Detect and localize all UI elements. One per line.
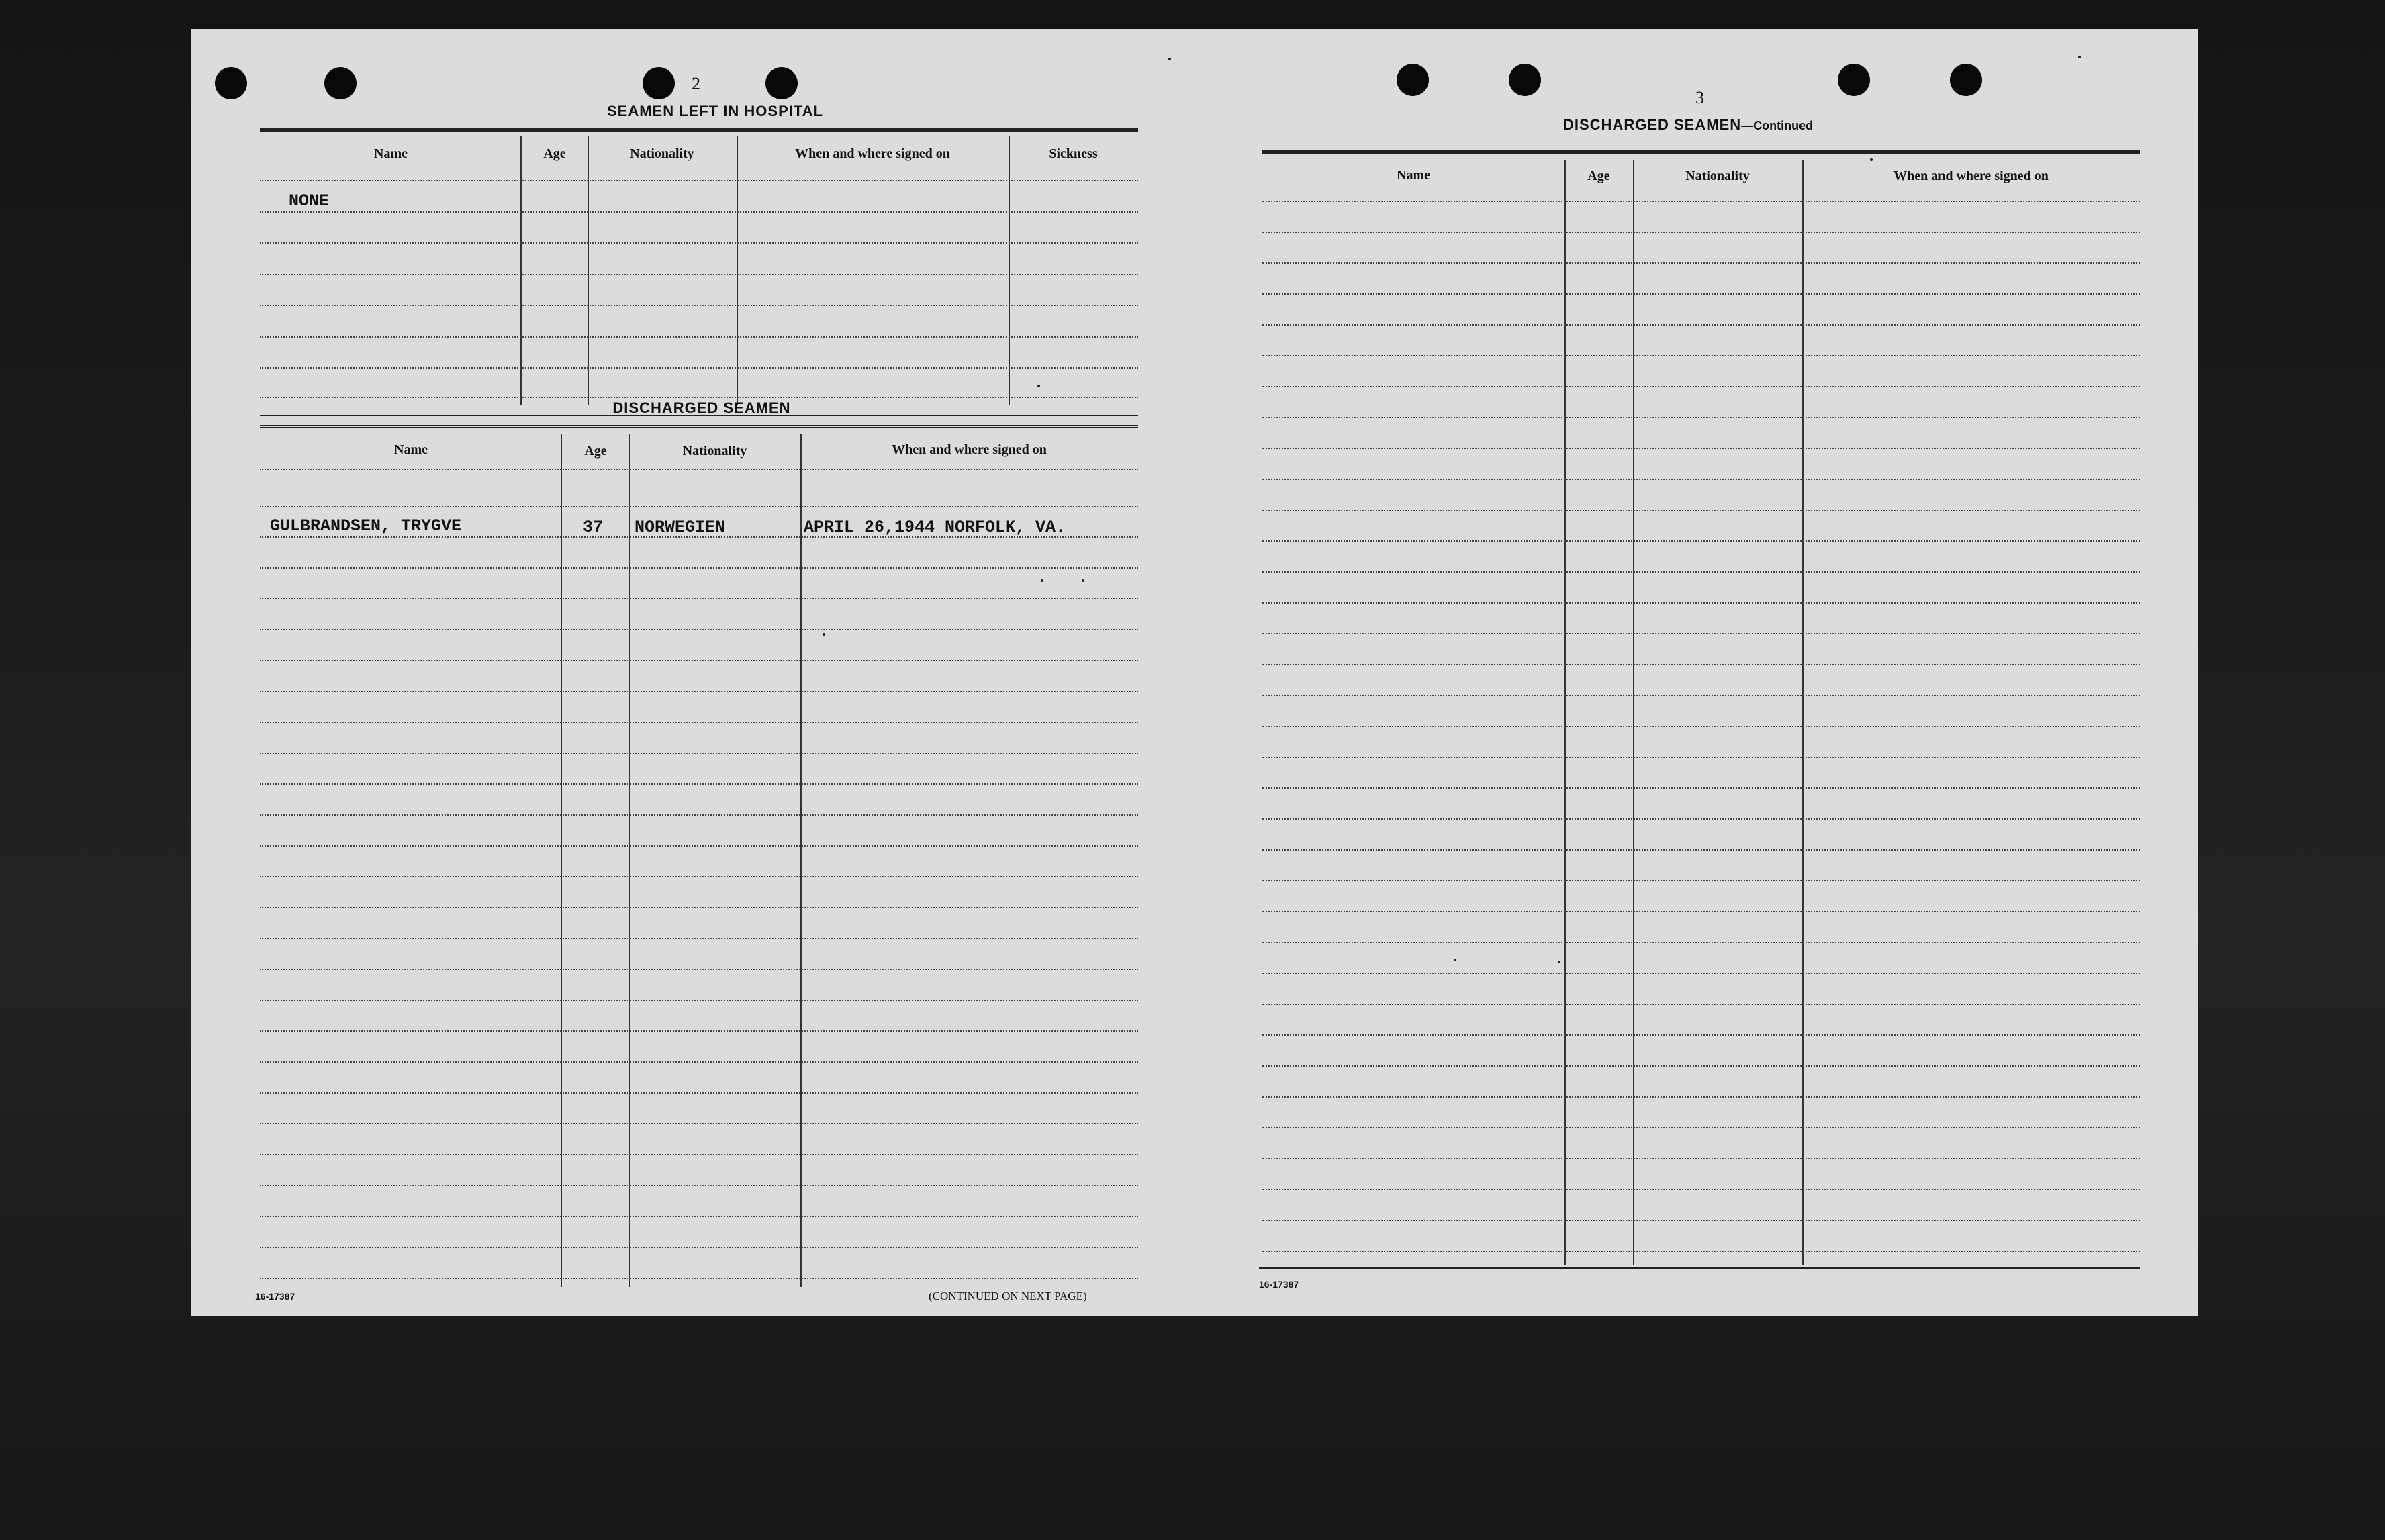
manifest-sheet xyxy=(191,29,2198,1316)
form-number: 16-17387 xyxy=(255,1291,295,1302)
continued-row-line xyxy=(1262,602,2140,604)
continued-row-line xyxy=(1262,417,2140,418)
continued-row-line xyxy=(1262,787,2140,789)
hospital-row-line xyxy=(260,305,1138,306)
scan-speck xyxy=(2078,56,2081,58)
continued-row-line xyxy=(1262,633,2140,634)
discharged-col-age: Age xyxy=(584,444,607,459)
hospital-row-line xyxy=(260,397,1138,398)
scan-speck xyxy=(1168,58,1171,60)
discharged-divider xyxy=(629,434,630,1287)
hospital-col-sickness: Sickness xyxy=(1049,146,1098,161)
continued-top-rule xyxy=(1262,150,2140,154)
discharged-row-line xyxy=(260,876,1138,877)
continued-row-line xyxy=(1262,1065,2140,1067)
continued-row-line xyxy=(1262,1004,2140,1005)
continued-bottom-rule xyxy=(1259,1267,2140,1269)
continued-row-line xyxy=(1262,973,2140,974)
continued-row-line xyxy=(1262,1189,2140,1190)
scan-speck xyxy=(1454,959,1456,961)
discharged-entry-nationality: NORWEGIEN xyxy=(635,518,726,537)
hospital-col-name: Name xyxy=(374,146,408,161)
scan-speck xyxy=(1037,385,1040,387)
continued-row-line xyxy=(1262,448,2140,449)
continued-divider xyxy=(1802,160,1804,1265)
hospital-divider xyxy=(737,136,738,405)
continued-row-line xyxy=(1262,479,2140,480)
discharged-row-line xyxy=(260,814,1138,816)
discharged-row-line xyxy=(260,469,1138,470)
punch-hole xyxy=(1509,64,1541,96)
hospital-row-line xyxy=(260,274,1138,275)
discharged-entry-name: GULBRANDSEN, TRYGVE xyxy=(270,516,462,536)
discharged-row-line xyxy=(260,1185,1138,1186)
hospital-col-signed-on: When and where signed on xyxy=(795,146,950,161)
hospital-divider xyxy=(520,136,522,405)
continued-row-line xyxy=(1262,540,2140,542)
discharged-row-line xyxy=(260,783,1138,785)
scan-speck xyxy=(1558,961,1560,963)
discharged-continued-title xyxy=(1563,116,1813,134)
hospital-divider xyxy=(588,136,589,405)
discharged-row-line xyxy=(260,629,1138,630)
continued-row-line xyxy=(1262,232,2140,233)
continued-row-line xyxy=(1262,1251,2140,1252)
continued-row-line xyxy=(1262,386,2140,387)
punch-hole xyxy=(215,67,247,99)
hospital-row-line xyxy=(260,242,1138,244)
continued-row-line xyxy=(1262,571,2140,573)
continued-col-nationality: Nationality xyxy=(1685,169,1750,183)
hospital-col-nationality: Nationality xyxy=(630,146,694,161)
hospital-row-line xyxy=(260,367,1138,369)
scan-speck xyxy=(823,633,825,636)
continued-col-signed-on: When and where signed on xyxy=(1893,169,2049,183)
continued-row-line xyxy=(1262,201,2140,202)
discharged-row-line xyxy=(260,1278,1138,1279)
hospital-entry-name: NONE xyxy=(289,191,330,211)
discharged-row-line xyxy=(260,938,1138,939)
continued-row-line xyxy=(1262,1158,2140,1159)
continued-row-line xyxy=(1262,757,2140,758)
continued-row-line xyxy=(1262,664,2140,665)
continued-row-line xyxy=(1262,1034,2140,1036)
discharged-row-line xyxy=(260,969,1138,970)
continued-row-line xyxy=(1262,849,2140,851)
discharged-continued-title-suffix: —Continued xyxy=(1741,119,1814,132)
discharged-row-line xyxy=(260,1216,1138,1217)
hospital-section-title: SEAMEN LEFT IN HOSPITAL xyxy=(606,103,824,119)
hospital-row-line xyxy=(260,211,1138,213)
hospital-col-age: Age xyxy=(543,146,566,161)
discharged-entry-signed-on: APRIL 26,1944 NORFOLK, VA. xyxy=(804,518,1066,537)
discharged-row-line xyxy=(260,691,1138,692)
discharged-row-line xyxy=(260,753,1138,754)
discharged-col-signed-on: When and where signed on xyxy=(892,442,1047,457)
discharged-row-line xyxy=(260,506,1138,507)
discharged-col-nationality: Nationality xyxy=(682,444,747,459)
page-number: 2 xyxy=(692,74,700,93)
form-number: 16-17387 xyxy=(1259,1279,1299,1290)
discharged-row-line xyxy=(260,722,1138,723)
hospital-row-line xyxy=(260,336,1138,338)
continued-row-line xyxy=(1262,262,2140,264)
discharged-row-line xyxy=(260,598,1138,599)
punch-hole xyxy=(1838,64,1870,96)
punch-hole xyxy=(643,67,675,99)
continued-divider xyxy=(1633,160,1634,1265)
continued-row-line xyxy=(1262,1127,2140,1128)
continued-row-line xyxy=(1262,818,2140,820)
continued-row-line xyxy=(1262,293,2140,295)
hospital-divider xyxy=(1009,136,1010,405)
discharged-row-line xyxy=(260,1000,1138,1001)
scan-speck xyxy=(1041,579,1043,582)
discharged-row-line xyxy=(260,1061,1138,1063)
continued-col-age: Age xyxy=(1587,169,1610,183)
discharged-section-title: DISCHARGED SEAMEN xyxy=(612,399,791,416)
discharged-row-line xyxy=(260,567,1138,569)
discharged-row-line xyxy=(260,1092,1138,1094)
continued-row-line xyxy=(1262,1220,2140,1221)
continued-divider xyxy=(1564,160,1566,1265)
discharged-header-rule xyxy=(260,425,1138,428)
punch-hole xyxy=(1950,64,1982,96)
continued-row-line xyxy=(1262,510,2140,511)
scan-speck xyxy=(1082,579,1084,582)
continued-col-name: Name xyxy=(1397,168,1430,183)
discharged-col-name: Name xyxy=(394,442,428,457)
discharged-row-line xyxy=(260,1123,1138,1124)
punch-hole xyxy=(324,67,357,99)
continued-row-line xyxy=(1262,324,2140,326)
discharged-divider xyxy=(800,434,802,1287)
discharged-row-line xyxy=(260,907,1138,908)
continued-row-line xyxy=(1262,880,2140,881)
discharged-continued-title-main: DISCHARGED SEAMEN xyxy=(1563,116,1742,133)
continued-row-line xyxy=(1262,1096,2140,1098)
discharged-row-line xyxy=(260,1247,1138,1248)
hospital-top-rule xyxy=(260,128,1138,132)
continued-row-line xyxy=(1262,942,2140,943)
discharged-row-line xyxy=(260,845,1138,847)
continued-row-line xyxy=(1262,911,2140,912)
discharged-entry-age: 37 xyxy=(583,518,604,537)
discharged-divider xyxy=(561,434,562,1287)
discharged-row-line xyxy=(260,1030,1138,1032)
continued-note: (CONTINUED ON NEXT PAGE) xyxy=(929,1290,1087,1302)
continued-row-line xyxy=(1262,726,2140,727)
discharged-row-line xyxy=(260,660,1138,661)
scan-speck xyxy=(1870,158,1873,161)
punch-hole xyxy=(765,67,798,99)
continued-row-line xyxy=(1262,355,2140,356)
page-number: 3 xyxy=(1695,88,1704,107)
hospital-row-line xyxy=(260,180,1138,181)
punch-hole xyxy=(1397,64,1429,96)
discharged-row-line xyxy=(260,1154,1138,1155)
continued-row-line xyxy=(1262,695,2140,696)
